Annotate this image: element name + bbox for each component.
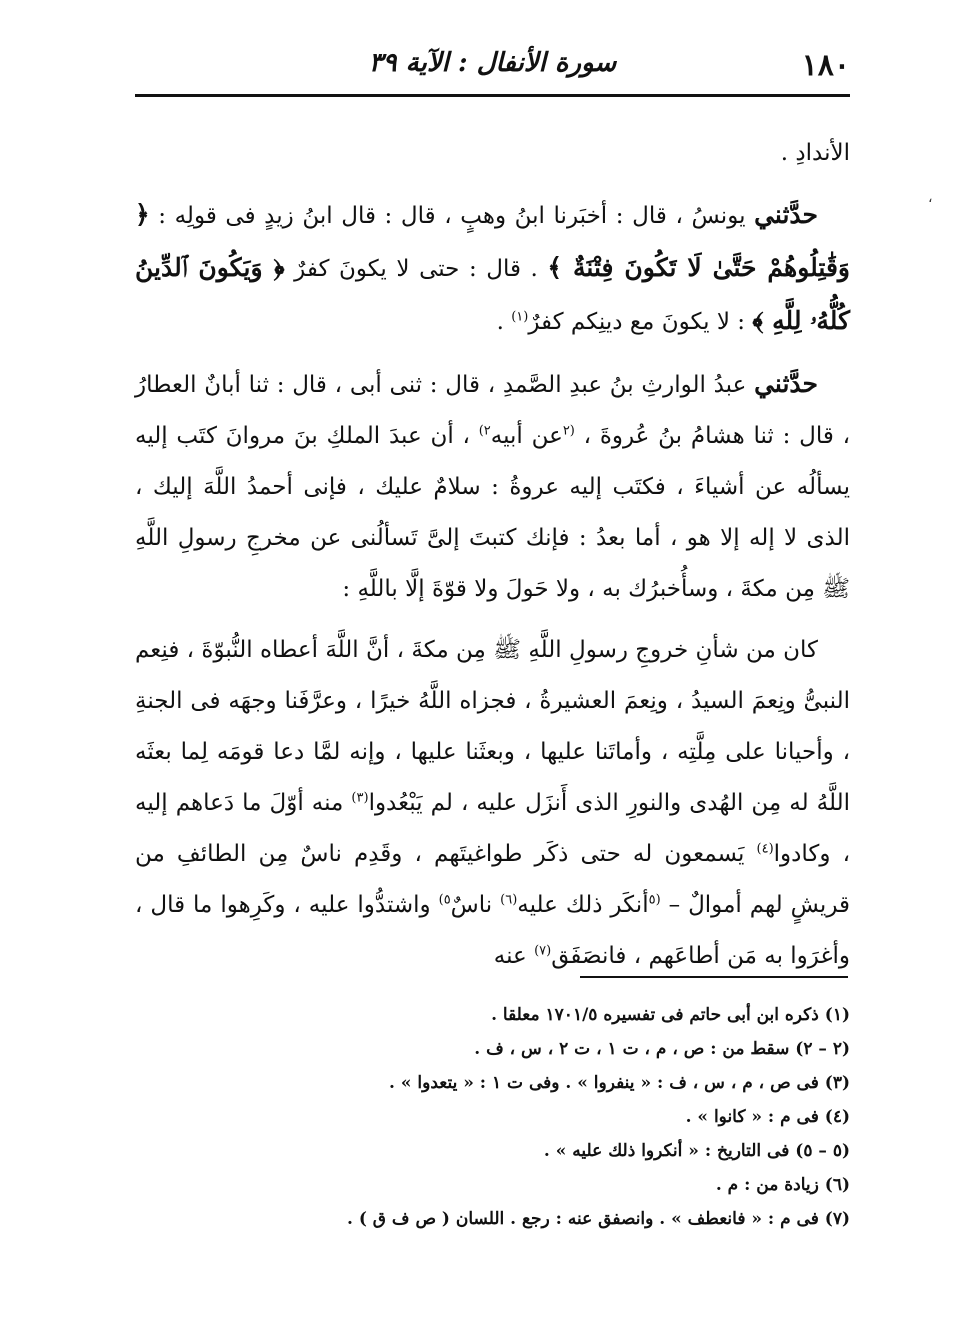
footnote: (٣) فى ص ، م ، س ، ف : « ينفروا » . وفى ت ١ : « يتعدوا » . — [389, 1073, 850, 1093]
narration-text: . قال : حتى لا يكونَ كفرٌ — [284, 256, 548, 282]
main-text — [135, 128, 850, 982]
narration-text: يونسُ ، قال : أخبَرنا ابنُ وهبٍ ، قال : قال ابنُ زيدٍ فى قولِه : — [149, 203, 755, 229]
footnote-marker: ٢) — [478, 423, 491, 439]
narration-text: ناسٌ — [450, 892, 501, 918]
footnote: (٧) فى م : « فانعطف » . وانصفق عنه : رجع . اللسان ( ص ف ق ) . — [347, 1209, 850, 1229]
paragraph-1 — [135, 189, 850, 348]
narration-text: كان من شأنِ خروجِ رسولِ اللَّهِ ﷺ مِن مكةَ ، أنَّ اللَّهَ أعطاه النُّبوّةَ ، فنِعم النبىُّ ونِعمَ السيدُ ، ونِعمَ العشيرةُ ، فجزاه اللَّهُ خيرًا ، وعرَّفَنا وجهَه فى الجنةِ ، وأحيانا على مِلَّتِه ، وأماتَنا عليها ، وبعثَنا عليها ، وإنه لمَّا دعا قومَه لِما بعثَه اللَّهُ له مِن الهُدى والنورِ الذى أَنزَل عليه ، لم يَبْعُدوا — [135, 637, 851, 816]
continuation-line: الأندادِ . — [780, 140, 850, 166]
margin-mark: ، — [928, 190, 933, 206]
footnote-marker: (٧) — [534, 943, 552, 959]
hadith-lead-word: حدَّثني — [754, 200, 818, 229]
narration-text: : لا يكونَ مع دينِكم كفرٌ — [528, 309, 753, 335]
footnote: (٤) فى م : « كانوا » . — [685, 1107, 850, 1127]
footnote-marker: (٥ — [648, 892, 661, 908]
footnote-marker: (٦) — [500, 892, 518, 908]
paragraph-2 — [135, 358, 850, 615]
narration-text: . — [496, 309, 512, 335]
footnote: (٢ – ٢) سقط من : ص ، م ، ت ١ ، ت ٢ ، س ، ف . — [474, 1039, 850, 1059]
page-number: ١٨٠ — [801, 48, 850, 83]
footnote: (٦) زيادة من : م . — [715, 1175, 850, 1195]
quran-quote: ﴿ وَيَكُونَ ٱلدِّينُ كُلُّهُۥ لِلَّهِ ﴾ — [135, 253, 850, 335]
quran-quote: ﴿ وَقَٰتِلُوهُمْ حَتَّىٰ لَا تَكُونَ فِتْنَةٌ ﴾ — [135, 200, 850, 282]
narration-text: عبدُ الوارثِ بنُ عبدِ الصَّمدِ ، قال : ثنى أبى ، قال : ثنا أبانٌ العطارُ ، قال : ثنا هشامُ بنُ عُروةَ ، — [135, 372, 851, 449]
footnote-marker: (١) — [511, 309, 529, 325]
footnote: (١) ذكره ابن أبى حاتم فى تفسيره ١٧٠١/٥ معلقا . — [491, 1005, 850, 1025]
footnote: (٥ – ٥) فى التاريخ : « أنكروا ذلك عليه » . — [543, 1141, 850, 1161]
narration-text: يَسمعون له حتى ذكَر طواغيتَهم ، وقَدِم ناسٌ مِن الطائفِ من قريشٍ لهم أموالٌ – — [135, 841, 851, 918]
narration-text: عنه — [493, 943, 535, 969]
page-header — [135, 40, 850, 88]
narration-text: ، أن عبدَ الملكِ بنَ مروانَ كتَب إليه يسألُه عن أشياءَ ، فكتَب إليه عروةُ : سلامٌ عليك ، فإنى أحمدُ اللَّهَ إليك ، الذى لا إله إلا هو ، أما بعدُ : فإنك كتبتَ إلىَّ تَسألُنى عن مخرجِ رسولِ اللَّهِ ﷺ مِن مكةَ ، وسأُخبرُك به ، ولا حَولَ ولا قوّةَ إلَّا باللَّهِ : — [135, 423, 850, 602]
footnote-marker: (٢ — [562, 423, 575, 439]
narration-text: واشتدُّوا عليه ، وكَرِهوا ما قال ، وأغرَوا به مَن أطاعَهم ، فانصَفَق — [135, 892, 850, 969]
header-rule — [135, 94, 850, 97]
paragraph-3 — [135, 625, 850, 982]
footnote-rule — [580, 976, 848, 978]
footnotes — [300, 998, 850, 1236]
running-title: سورة الأنفال : الآية ٣٩ — [368, 48, 617, 78]
narration-text: عن أبيه — [490, 423, 563, 449]
hadith-lead-word: حدَّثني — [754, 369, 818, 398]
narration-text: أنكَر ذلك عليه — [517, 892, 649, 918]
footnote-marker: (٣) — [351, 790, 369, 806]
narration-text: منه أوّلَ ما دَعاهم إليه ، وكادوا — [135, 790, 850, 867]
footnote-marker: ٥) — [438, 892, 451, 908]
footnote-marker: (٤) — [756, 841, 774, 857]
